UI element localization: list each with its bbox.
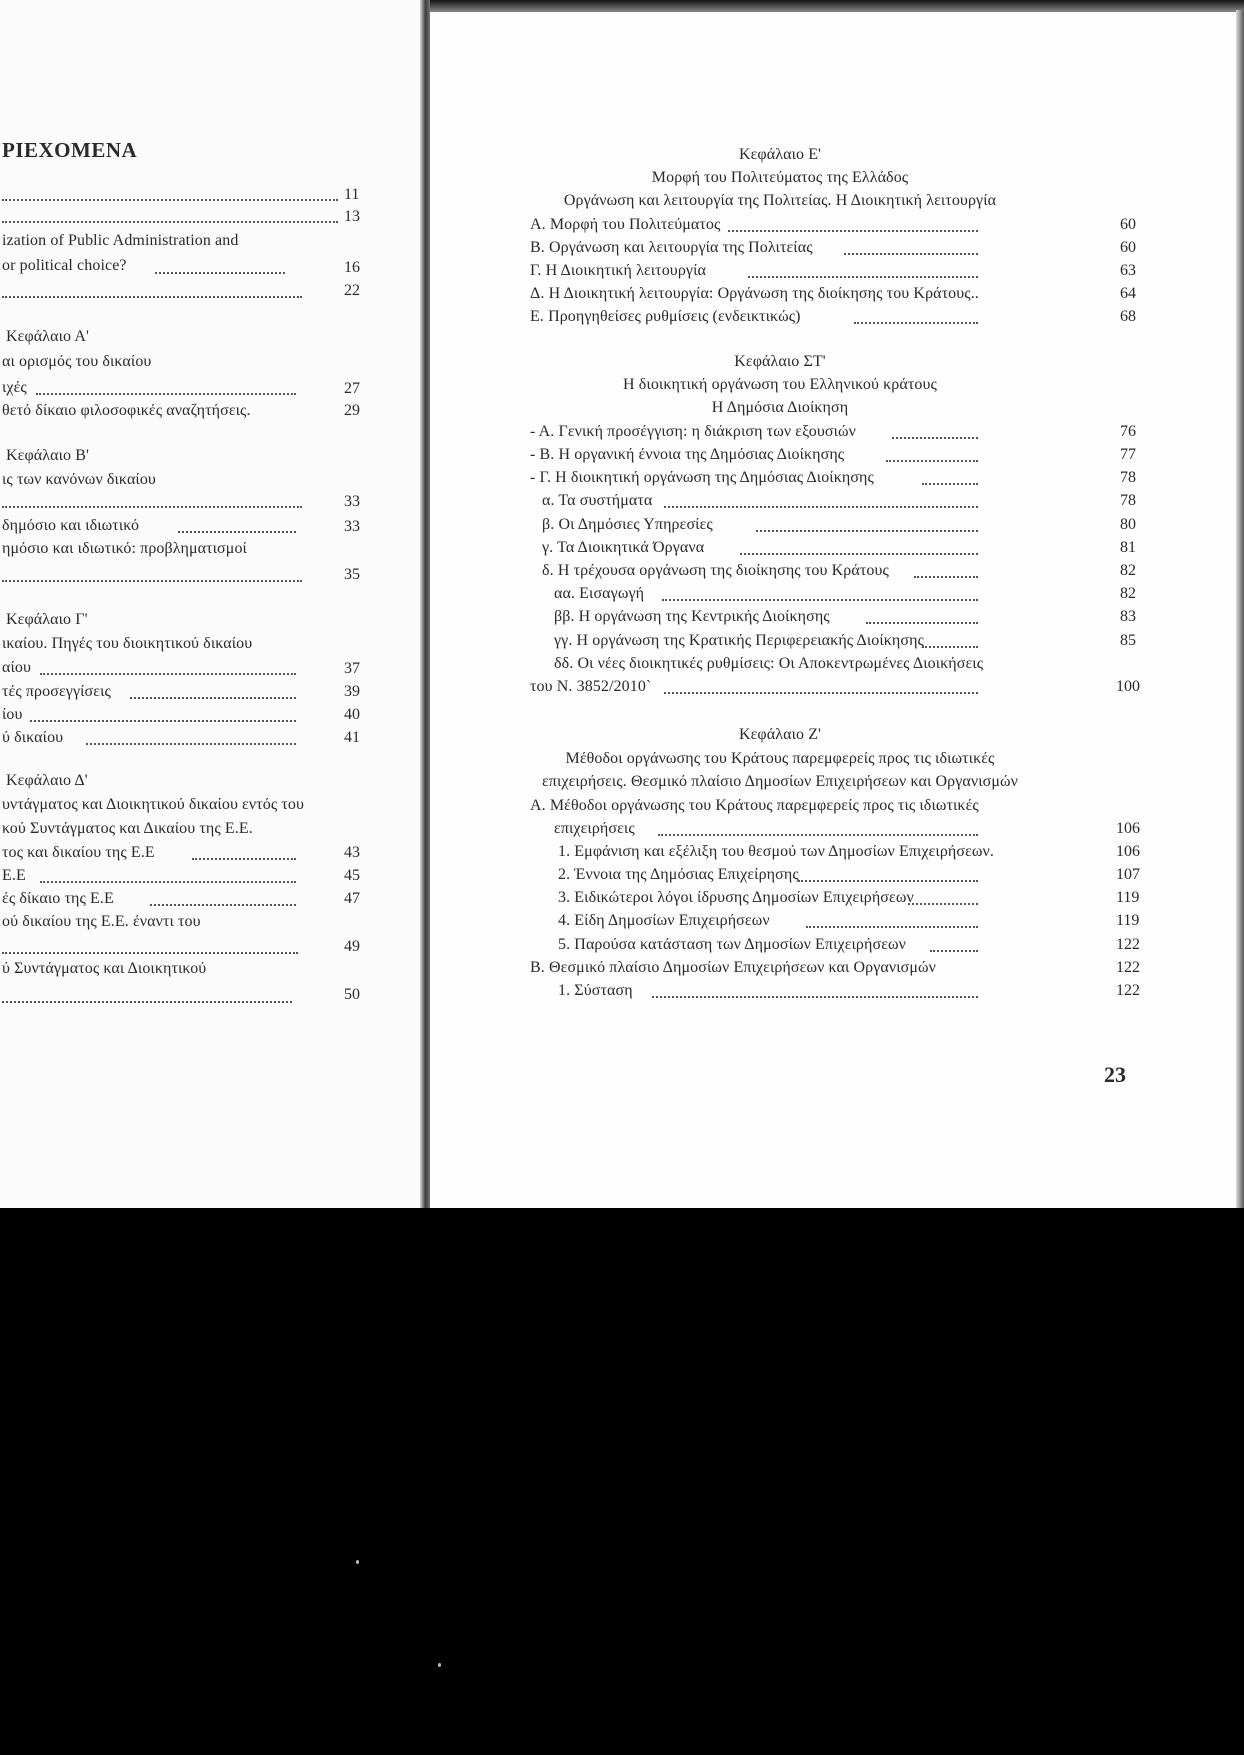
toc-entry: δ. Η τρέχουσα οργάνωση της διοίκησης του Κράτους	[542, 562, 889, 579]
toc-entry: τές προσεγγίσεις	[2, 683, 111, 700]
toc-entry: ές δίκαιο της Ε.Ε	[2, 890, 114, 907]
right-page	[430, 10, 1244, 1208]
leader-dots	[36, 393, 296, 395]
leader-dots	[748, 276, 978, 278]
leader-dots	[844, 253, 978, 255]
toc-entry: αίου	[2, 659, 32, 676]
leader-dots	[854, 322, 978, 324]
page-number: 60	[1120, 216, 1136, 233]
page-number: 85	[1120, 632, 1136, 649]
leader-dots	[798, 880, 978, 882]
leader-dots	[2, 1001, 292, 1003]
toc-entry: ίου	[2, 706, 23, 723]
page-number: 100	[1116, 678, 1140, 695]
leader-dots	[192, 858, 296, 860]
leader-dots	[662, 599, 978, 601]
toc-entry: Β. Θεσμικό πλαίσιο Δημοσίων Επιχειρήσεων και Οργανισμών	[530, 959, 937, 976]
page-number: 43	[344, 844, 360, 861]
toc-entry: Α. Μορφή του Πολιτεύματος	[530, 216, 721, 233]
page-number: 119	[1116, 889, 1140, 906]
leader-dots	[756, 530, 978, 532]
toc-entry: 4. Είδη Δημοσίων Επιχειρήσεων	[558, 912, 770, 929]
page-number: 78	[1120, 492, 1136, 509]
page-number: 40	[344, 706, 360, 723]
toc-entry: Α. Μέθοδοι οργάνωσης του Κράτους παρεμφερείς προς τις ιδιωτικές	[530, 797, 979, 814]
toc-entry: θετό δίκαιο φιλοσοφικές αναζητήσεις.	[2, 402, 251, 419]
chapter-subtitle: Μορφή του Πολιτεύματος της Ελλάδος	[651, 169, 909, 186]
chapter-heading: Κεφάλαιο Γ'	[6, 611, 88, 628]
toc-entry: γγ. Η οργάνωση της Κρατικής Περιφερειακής Διοίκησης	[554, 632, 924, 649]
dust-speck	[356, 1560, 359, 1564]
leader-dots	[922, 646, 978, 648]
toc-entry: ύ Συντάγματος και Διοικητικού	[2, 960, 207, 977]
toc-entry: or political choice?	[2, 257, 127, 274]
toc-entry: α. Τα συστήματα	[542, 492, 653, 509]
page-number: 122	[1116, 982, 1140, 999]
toc-entry: ού δικαίου της Ε.Ε. έναντι του	[2, 913, 201, 930]
toc-entry: - Α. Γενική προσέγγιση: η διάκριση των εξουσιών	[530, 423, 856, 440]
page-title: ΡΙΕΧΟΜΕΝΑ	[2, 138, 138, 162]
leader-dots	[40, 673, 296, 675]
leader-dots	[664, 692, 978, 694]
page-top-shadow	[430, 0, 1244, 12]
page-number: 76	[1120, 423, 1136, 440]
leader-dots	[178, 531, 296, 533]
folio-page-number: 23	[1104, 1062, 1126, 1087]
page-number: 13	[344, 208, 360, 225]
leader-dots	[30, 720, 296, 722]
page-number: 37	[344, 660, 360, 677]
toc-entry: - Β. Η οργανική έννοια της Δημόσιας Διοίκησης	[530, 446, 845, 463]
toc-entry: ημόσιο και ιδιωτικό: προβληματισμοί	[2, 540, 247, 557]
toc-entry: 1. Εμφάνιση και εξέλιξη του θεσμού των Δημοσίων Επιχειρήσεων.	[558, 843, 994, 860]
toc-entry: κού Συντάγματος και Δικαίου της Ε.Ε.	[2, 820, 253, 837]
leader-dots	[740, 553, 978, 555]
page-number: 77	[1120, 446, 1136, 463]
toc-entry: ύ δικαίου	[2, 729, 64, 746]
page-number: 63	[1120, 262, 1136, 279]
toc-entry: ικαίου. Πηγές του διοικητικού δικαίου	[2, 635, 253, 652]
page-number: 81	[1120, 539, 1136, 556]
page-number: 47	[344, 890, 360, 907]
toc-entry: τος και δικαίου της Ε.Ε	[2, 844, 155, 861]
leader-dots	[930, 950, 978, 952]
page-number: 82	[1120, 562, 1136, 579]
page-number: 60	[1120, 239, 1136, 256]
leader-dots	[2, 221, 338, 223]
toc-entry: ις των κανόνων δικαίου	[2, 471, 156, 488]
page-number: 33	[344, 518, 360, 535]
page-number: 78	[1120, 469, 1136, 486]
page-number: 82	[1120, 585, 1136, 602]
page-number: 11	[344, 186, 360, 203]
leader-dots	[892, 437, 978, 439]
leader-dots	[886, 460, 978, 462]
page-number: 22	[344, 282, 360, 299]
page-number: 106	[1116, 820, 1140, 837]
page-number: 41	[344, 729, 360, 746]
leader-dots	[728, 230, 978, 232]
toc-entry: Ε.Ε	[2, 867, 26, 884]
page-number: 83	[1120, 608, 1136, 625]
dust-speck	[438, 1663, 441, 1667]
toc-entry: γ. Τα Διοικητικά Όργανα	[542, 539, 705, 556]
page-number: 27	[344, 380, 360, 397]
chapter-subtitle: Μέθοδοι οργάνωσης του Κράτους παρεμφερείς προς τις ιδιωτικές	[565, 750, 995, 767]
page-number: 119	[1116, 912, 1140, 929]
leader-dots	[86, 743, 296, 745]
page-number: 68	[1120, 308, 1136, 325]
toc-entry: Γ. Η Διοικητική λειτουργία	[530, 262, 706, 279]
leader-dots	[806, 926, 978, 928]
toc-entry: του Ν. 3852/2010`	[530, 678, 652, 695]
toc-entry: ization of Public Administration and	[2, 232, 239, 249]
leader-dots	[664, 506, 978, 508]
toc-entry: επιχειρήσεις	[554, 820, 635, 837]
toc-entry: ιχές	[2, 379, 27, 396]
page-number: 64	[1120, 285, 1136, 302]
leader-dots	[652, 996, 978, 998]
leader-dots	[2, 580, 302, 582]
toc-entry: 2. Έννοια της Δημόσιας Επιχείρησης	[558, 866, 799, 883]
leader-dots	[914, 576, 978, 578]
page-number: 106	[1116, 843, 1140, 860]
chapter-subtitle: επιχειρήσεις. Θεσμικό πλαίσιο Δημοσίων Επιχειρήσεων και Οργανισμών	[541, 773, 1018, 790]
toc-entry: 1. Σύσταση	[558, 982, 633, 999]
chapter-subtitle: Η Δημόσια Διοίκηση	[711, 399, 849, 416]
chapter-subtitle: Η διοικητική οργάνωση του Ελληνικού κράτους	[623, 376, 937, 393]
toc-entry: Ε. Προηγηθείσες ρυθμίσεις (ενδεικτικώς)	[530, 308, 801, 325]
leader-dots	[2, 199, 338, 201]
leader-dots	[908, 903, 978, 905]
page-number: 29	[344, 402, 360, 419]
leader-dots	[155, 272, 285, 274]
toc-entry: αα. Εισαγωγή	[554, 585, 645, 602]
page-number: 33	[344, 493, 360, 510]
chapter-subtitle: Οργάνωση και λειτουργία της Πολιτείας. Η Διοικητική λειτουργία	[563, 192, 997, 209]
toc-entry: δημόσιο και ιδιωτικό	[2, 517, 140, 534]
chapter-heading: Κεφάλαιο Ζ'	[738, 726, 822, 743]
toc-entry: β. Οι Δημόσιες Υπηρεσίες	[542, 516, 713, 533]
toc-entry: 3. Ειδικώτεροι λόγοι ίδρυσης Δημοσίων Επιχειρήσεων	[558, 889, 914, 906]
page-edge-shadow	[1236, 10, 1244, 1208]
toc-entry: 5. Παρούσα κατάσταση των Δημοσίων Επιχειρήσεων	[558, 936, 906, 953]
leader-dots	[658, 834, 978, 836]
leader-dots	[2, 296, 302, 298]
chapter-heading: Κεφάλαιο Α'	[6, 328, 89, 345]
leader-dots	[40, 881, 296, 883]
leader-dots	[150, 904, 296, 906]
page-number: 50	[344, 986, 360, 1003]
left-page	[0, 0, 420, 1208]
chapter-heading: Κεφάλαιο ΣΤ'	[734, 353, 826, 370]
toc-entry: υντάγματος και Διοικητικού δικαίου εντός του	[2, 796, 305, 813]
toc-entry: Δ. Η Διοικητική λειτουργία: Οργάνωση της διοίκησης του Κράτους..	[530, 285, 979, 302]
page-number: 45	[344, 867, 360, 884]
page-number: 16	[344, 259, 360, 276]
page-number: 49	[344, 938, 360, 955]
toc-entry: αι ορισμός του δικαίου	[2, 353, 152, 370]
toc-entry: - Γ. Η διοικητική οργάνωση της Δημόσιας Διοίκησης	[530, 469, 874, 486]
leader-dots	[922, 483, 978, 485]
book-gutter	[420, 0, 430, 1208]
toc-entry: δδ. Οι νέες διοικητικές ρυθμίσεις: Οι Αποκεντρωμένες Διοικήσεις	[554, 655, 984, 672]
page-number: 122	[1116, 936, 1140, 953]
leader-dots	[2, 952, 298, 954]
page-number: 35	[344, 566, 360, 583]
page-number: 107	[1116, 866, 1140, 883]
toc-entry: ββ. Η οργάνωση της Κεντρικής Διοίκησης	[554, 608, 830, 625]
toc-entry: Β. Οργάνωση και λειτουργία της Πολιτείας	[530, 239, 813, 256]
leader-dots	[130, 697, 296, 699]
chapter-heading: Κεφάλαιο Δ'	[6, 772, 88, 789]
leader-dots	[2, 506, 302, 508]
page-number: 39	[344, 683, 360, 700]
leader-dots	[866, 622, 978, 624]
chapter-heading: Κεφάλαιο Β'	[6, 447, 89, 464]
chapter-heading: Κεφάλαιο Ε'	[738, 146, 822, 163]
page-number: 80	[1120, 516, 1136, 533]
page-number: 122	[1116, 959, 1140, 976]
